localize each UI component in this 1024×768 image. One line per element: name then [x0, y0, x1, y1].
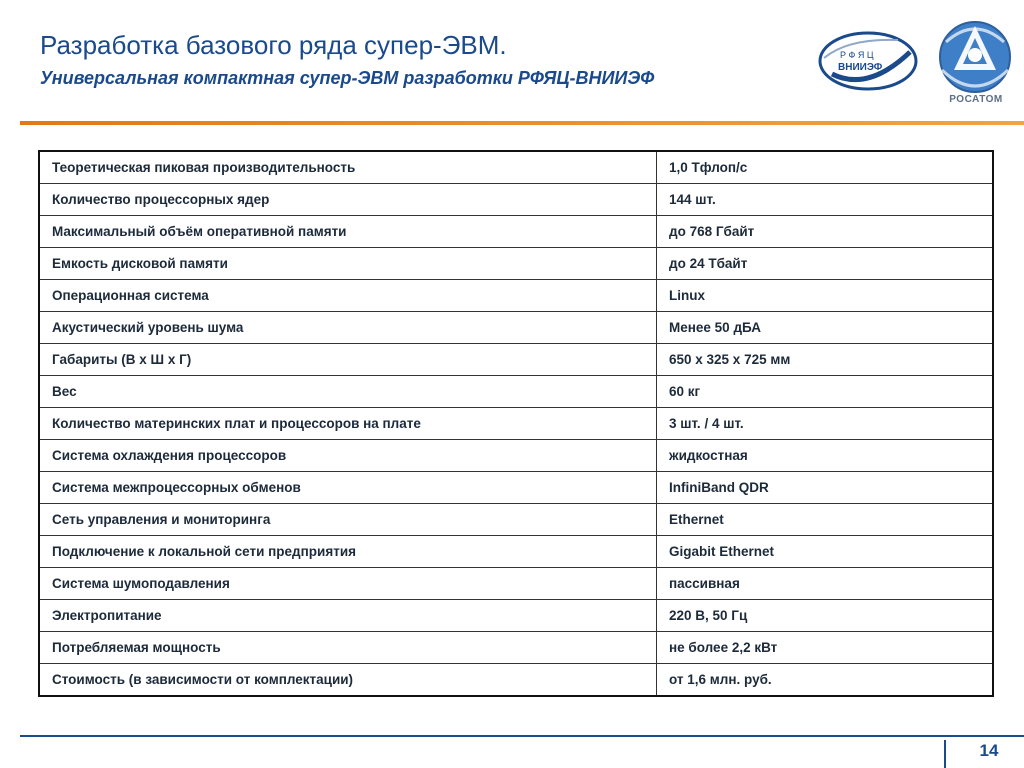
spec-parameter: Максимальный объём оперативной памяти	[39, 216, 657, 248]
spec-parameter: Габариты (В х Ш х Г)	[39, 344, 657, 376]
table-row	[39, 568, 993, 600]
spec-value: от 1,6 млн. руб.	[657, 664, 994, 697]
rosatom-logo-icon	[932, 20, 1018, 120]
spec-value: пассивная	[657, 568, 994, 600]
spec-value: 1,0 Тфлоп/с	[657, 151, 994, 184]
spec-value: Менее 50 дБА	[657, 312, 994, 344]
spec-value: 3 шт. / 4 шт.	[657, 408, 994, 440]
spec-value: до 24 Тбайт	[657, 248, 994, 280]
spec-parameter: Сеть управления и мониторинга	[39, 504, 657, 536]
spec-parameter: Потребляемая мощность	[39, 632, 657, 664]
table-row	[39, 216, 993, 248]
spec-parameter: Вес	[39, 376, 657, 408]
spec-value: Ethernet	[657, 504, 994, 536]
spec-value: до 768 Гбайт	[657, 216, 994, 248]
spec-value: Gigabit Ethernet	[657, 536, 994, 568]
spec-parameter: Система межпроцессорных обменов	[39, 472, 657, 504]
table-row	[39, 376, 993, 408]
spec-parameter: Теоретическая пиковая производительность	[39, 151, 657, 184]
vniief-logo-bottom-text: ВНИИЭФ	[838, 62, 883, 73]
table-row	[39, 280, 993, 312]
rosatom-logo-text: РОСАТОМ	[949, 94, 1003, 105]
slide-title: Разработка базового ряда супер-ЭВМ.	[40, 30, 507, 60]
spec-value: не более 2,2 кВт	[657, 632, 994, 664]
spec-parameter: Стоимость (в зависимости от комплектации)	[39, 664, 657, 697]
spec-value: 220 В, 50 Гц	[657, 600, 994, 632]
table-row	[39, 248, 993, 280]
specs-table	[38, 150, 994, 697]
spec-parameter: Операционная система	[39, 280, 657, 312]
table-row	[39, 408, 993, 440]
table-row	[39, 632, 993, 664]
spec-value: 650 х 325 х 725 мм	[657, 344, 994, 376]
table-row	[39, 151, 993, 184]
table-row	[39, 536, 993, 568]
spec-parameter: Емкость дисковой памяти	[39, 248, 657, 280]
table-row	[39, 440, 993, 472]
table-row	[39, 472, 993, 504]
spec-value: 144 шт.	[657, 184, 994, 216]
table-row	[39, 664, 993, 697]
table-row	[39, 184, 993, 216]
slide-subtitle: Универсальная компактная супер-ЭВМ разработки РФЯЦ-ВНИИЭФ	[40, 68, 655, 88]
spec-value: жидкостная	[657, 440, 994, 472]
vniief-logo	[818, 30, 918, 92]
table-row	[39, 600, 993, 632]
header-divider	[20, 121, 1024, 125]
vniief-logo-top-text: Р Ф Я Ц	[840, 50, 874, 60]
spec-parameter: Подключение к локальной сети предприятия	[39, 536, 657, 568]
table-row	[39, 344, 993, 376]
spec-parameter: Количество материнских плат и процессоров на плате	[39, 408, 657, 440]
spec-value: InfiniBand QDR	[657, 472, 994, 504]
specs-table-body	[39, 151, 993, 696]
table-row	[39, 312, 993, 344]
table-row	[39, 504, 993, 536]
spec-value: Linux	[657, 280, 994, 312]
spec-parameter: Акустический уровень шума	[39, 312, 657, 344]
spec-parameter: Система охлаждения процессоров	[39, 440, 657, 472]
spec-parameter: Система шумоподавления	[39, 568, 657, 600]
spec-parameter: Количество процессорных ядер	[39, 184, 657, 216]
footer-separator	[944, 740, 946, 768]
spec-parameter: Электропитание	[39, 600, 657, 632]
page-number: 14	[979, 741, 999, 760]
spec-value: 60 кг	[657, 376, 994, 408]
footer-divider	[20, 735, 1024, 737]
